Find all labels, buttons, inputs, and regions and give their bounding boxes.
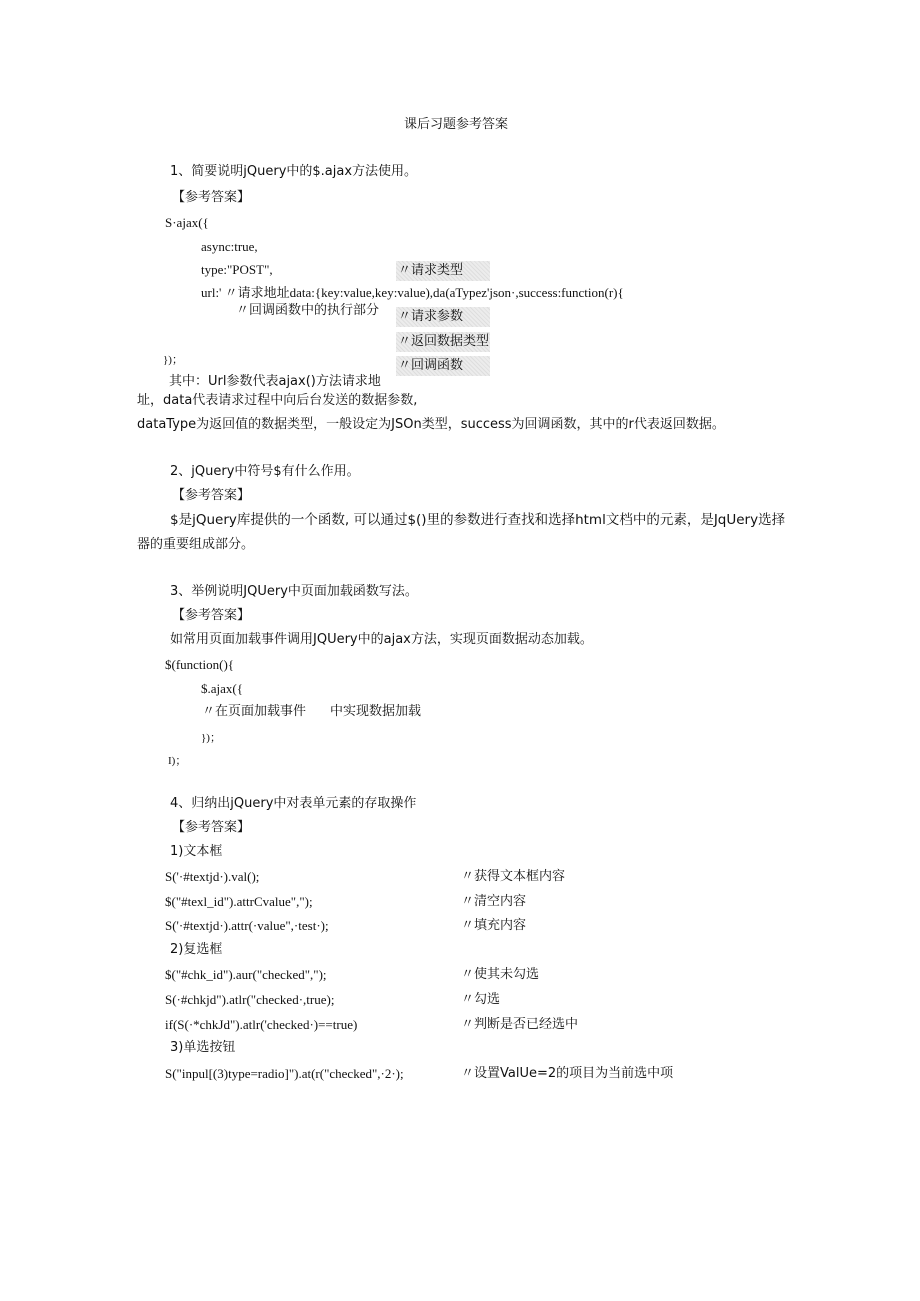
code-line: async:true, bbox=[201, 239, 258, 254]
code-comment: 〃勾选 bbox=[461, 992, 501, 1007]
comment-callout: 〃请求参数 bbox=[396, 307, 490, 327]
code-comment: 中实现数据加载 bbox=[330, 704, 422, 719]
page-title: 课后习题参考答案 bbox=[404, 117, 509, 132]
code-comment: 〃判断是否已经选中 bbox=[461, 1017, 579, 1032]
answer-line: 如常用页面加载事件调用JQUery中的ajax方法，实现页面数据动态加载。 bbox=[170, 632, 593, 647]
code-line: })； bbox=[201, 732, 221, 744]
explanation-line: 址，data代表请求过程中向后台发送的数据参数, bbox=[137, 393, 418, 408]
comment-callout: 〃请求类型 bbox=[396, 261, 490, 281]
code-line: $("#chk_id").aur("checked","); bbox=[165, 967, 327, 982]
answer-line: 器的重要组成部分。 bbox=[137, 537, 255, 552]
code-line: I)； bbox=[168, 755, 187, 767]
code-comment: 〃填充内容 bbox=[461, 918, 527, 933]
reference-answer-label-2: 【参考答案】 bbox=[172, 488, 251, 503]
code-comment: 〃使其未勾选 bbox=[461, 967, 540, 982]
comment-callout: 〃回调函数 bbox=[396, 356, 490, 376]
question-2: 2、jQuery中符号$有什么作用。 bbox=[170, 464, 360, 479]
question-1: 1、简要说明jQuery中的$.ajax方法使用。 bbox=[170, 164, 418, 179]
reference-answer-label-3: 【参考答案】 bbox=[172, 608, 251, 623]
code-line: S·ajax({ bbox=[165, 215, 209, 230]
explanation-line: 其中：Url参数代表ajax()方法请求地 bbox=[169, 374, 381, 389]
code-line: $("#texl_id").attrCvalue","); bbox=[165, 894, 313, 909]
answer-line: $是jQuery库提供的一个函数, 可以通过$()里的参数进行查找和选择html文档中的元素，是JqUery选择 bbox=[170, 512, 786, 528]
question-4: 4、归纳出jQuery中对表单元素的存取操作 bbox=[170, 796, 417, 811]
code-line: S(·#chkjd").atlr("checked·,true); bbox=[165, 992, 335, 1007]
subsection-title: 2)复选框 bbox=[170, 942, 223, 957]
code-line: $(function(){ bbox=[165, 657, 235, 672]
comment-callout: 〃返回数据类型 bbox=[396, 332, 490, 352]
code-line: S('·#textjd·).val(); bbox=[165, 869, 260, 884]
code-line: S('·#textjd·).attr(·value",·test·); bbox=[165, 918, 329, 933]
code-comment: 〃在页面加载事件 bbox=[202, 704, 307, 719]
code-line: $.ajax({ bbox=[201, 681, 243, 696]
code-line: S("inpul[(3)type=radio]").at(r("checked",·2·); bbox=[165, 1066, 404, 1081]
code-line: url:' 〃请求地址data:{key:value,key:value),da(aTypez'json·,success:function(r){ bbox=[201, 285, 624, 300]
explanation-line: dataType为返回值的数据类型，一般设定为JSOn类型，success为回调函数，其中的r代表返回数据。 bbox=[137, 417, 725, 432]
reference-answer-label-1: 【参考答案】 bbox=[172, 190, 251, 205]
code-line: type:"POST", bbox=[201, 262, 273, 277]
code-comment: 〃清空内容 bbox=[461, 894, 527, 909]
code-line: 〃回调函数中的执行部分 bbox=[236, 302, 380, 317]
subsection-title: 3)单选按钮 bbox=[170, 1040, 236, 1055]
question-3: 3、举例说明JQUery中页面加载函数写法。 bbox=[170, 584, 418, 599]
code-comment: 〃获得文本框内容 bbox=[461, 869, 566, 884]
code-line: if(S(·*chkJd").atlr('checked·)==true) bbox=[165, 1017, 358, 1032]
subsection-title: 1)文本框 bbox=[170, 844, 223, 859]
code-comment: 〃设置ValUe=2的项目为当前选中项 bbox=[461, 1066, 674, 1081]
code-line: })； bbox=[163, 354, 183, 366]
reference-answer-label-4: 【参考答案】 bbox=[172, 820, 251, 835]
